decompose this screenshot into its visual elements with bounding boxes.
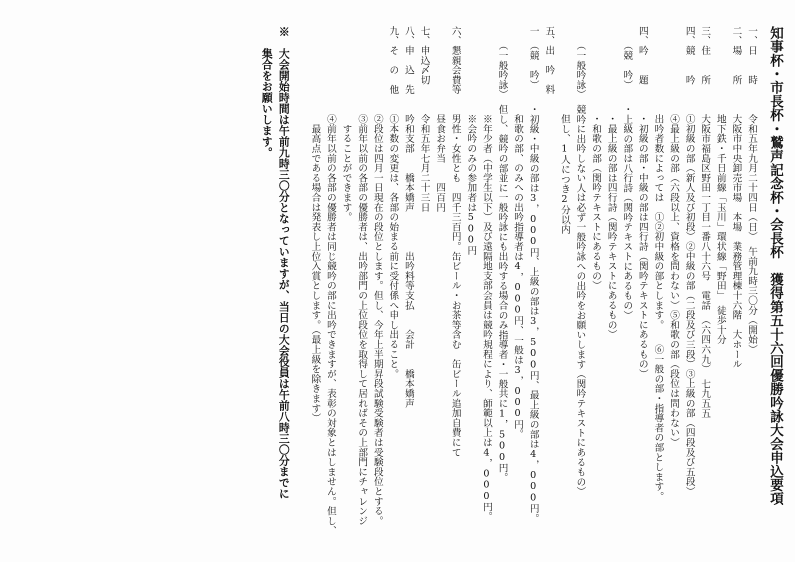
line-date-time: 一、日 時 令和五年九月二十四日（日） 午前九時三〇分（開始）: [746, 26, 757, 355]
line-lunch: 昼食お弁当 四百円: [434, 26, 446, 213]
line-other-3b: することができます。: [340, 26, 352, 222]
line-fee-1: 一 （競 吟） ・初級・中級の部は3，000円、上級の部は3，500円、最上級の部は4，000円。: [527, 26, 539, 524]
line-address: 三、住 所 大阪市福島区野田一丁目一番八十六号 電話 （六四六九） 七九五五: [699, 26, 711, 419]
line-competition-1: 四、競 吟 ①初級の部（新人及び初段）②中級の部（二段及び三段）③上級の部（四段及び五段）: [683, 26, 695, 497]
line-general-recitation: （一般吟詠） 競吟に出吟しない人は必ず一般吟詠への出吟をお願いします（関吟テキストにあるもの）: [574, 26, 586, 497]
notice-line-2: 集合をお願いします。: [260, 26, 274, 158]
line-general-limit: 但し、1人につき2分以内: [558, 26, 570, 235]
line-fee-5: ※会吟のみの参加者は500円: [465, 26, 477, 256]
line-other-2: ②段位は四月一日現在の段位とします。但し、今年上半期昇段試験受験者は受験段位とする。: [371, 26, 383, 526]
line-competition-3: 出吟者数によっては ①②初中級の部とします。 ⑥一般の部・指導者の部とします。: [652, 26, 664, 502]
line-deadline: 七、申込〆切 令和五年七月二十三日: [418, 26, 430, 213]
line-topic-1: 四、吟 題 ・初級の部・中級の部は四行詩（関吟テキストにあるもの）: [636, 26, 648, 379]
line-topic-4: ・和歌の部（関吟テキストにあるもの）: [590, 26, 602, 291]
line-fee-heading: 五、出 吟 料: [543, 26, 555, 115]
line-competition-2: ④最上級の部（六段以上、資格を問わない）⑤和歌の部（段位は問わない）: [668, 26, 680, 448]
document-title: 知事杯・市長杯・鷲声記念杯・会長杯 獲得第五十六回優勝吟詠大会申込要項: [767, 26, 783, 506]
line-access: 地下鉄・千日前線「玉川」環状線「野田」 徒歩十分: [714, 26, 726, 345]
line-other-4: ④前年以前の各部の優勝者は同じ競吟の部に出吟できますが、表彰の対象とはしません。但し、: [324, 26, 336, 536]
line-other-1: 九、そ の 他 ①本数の変更は、各部の始まる前に受付係へ申し出ること。: [387, 26, 399, 379]
line-topic-2: （競 吟） ・上級の部は八行詩（関吟テキストにあるもの）: [621, 26, 633, 321]
line-apply-to: 八、申 込 先 吟和支部 橋本嬌声 出吟料等支払 会計 橋本嬌声: [402, 26, 414, 409]
line-fee-2: 和歌の部、のみへの出吟指導者は4，000円、一般は3，000円。: [512, 26, 524, 439]
line-social-fee: 六、懇親会費等 男性・女性とも 四千三百円。缶ビール・お茶等含む 缶ビール追加自費にて: [449, 26, 461, 458]
line-fee-3: （一般吟詠） 但し、競吟の部並に一般吟詠にも出吟する場合のみ指導者・一般共に1，500円。: [496, 26, 508, 483]
document-body: [259, 26, 785, 556]
line-venue: 二、場 所 大阪市中央卸売市場 本場 業務管理棟十六階 大ホール: [730, 26, 742, 369]
notice-line-1: ※ 大会開始時間は午前九時三〇分となっていますが、当日の大会役員は午前八時三〇分までに: [277, 26, 291, 499]
line-topic-3: ・最上級の部は四行詩（関吟テキストにあるもの）: [605, 26, 617, 340]
line-other-3: ③前年以前の各部の優勝者は、出吟部門の上位段位を取得して居ればその上部門にチャレンジ: [356, 26, 368, 526]
line-fee-4: ※年少者（中学生以下）及び遠隔地支部会員は競吟規程により、師範以上は4，000円。: [480, 26, 492, 522]
line-other-4b: 最高点である場合は発表し上位入賞とします。（最上級を除きます）: [309, 26, 321, 423]
